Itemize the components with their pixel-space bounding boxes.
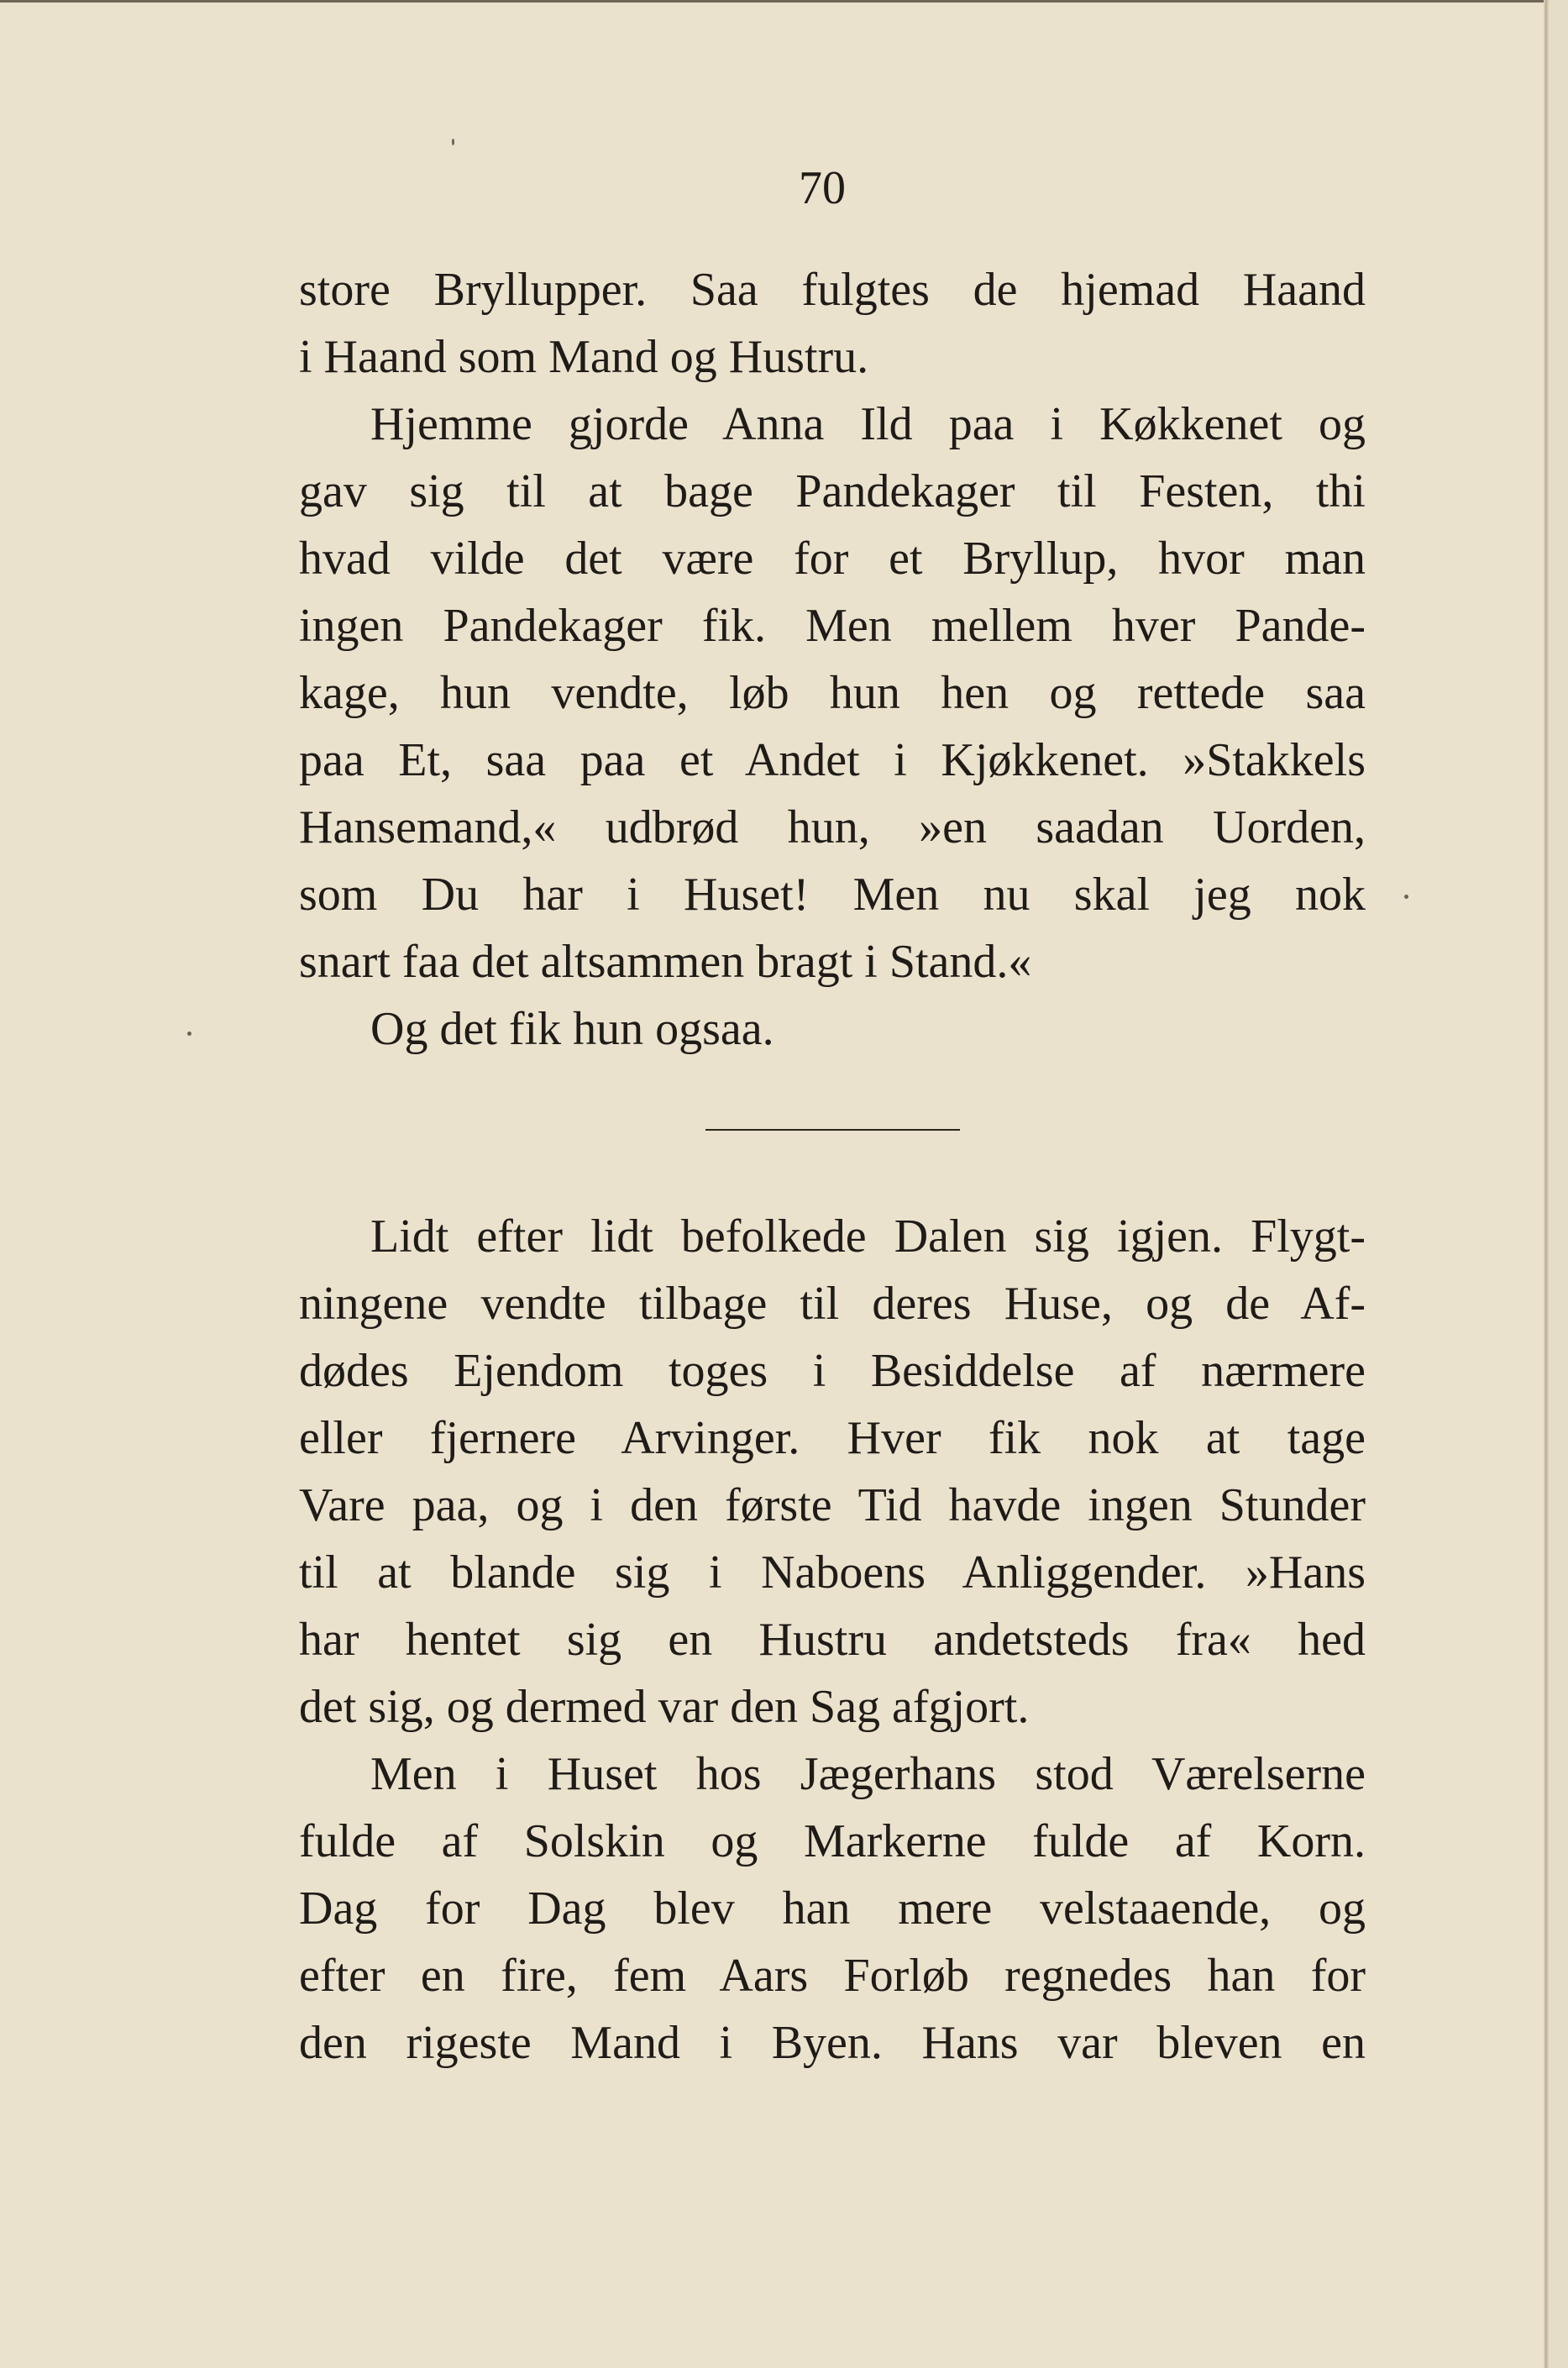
paper-speck: [1404, 895, 1408, 899]
text-line: Hjemme gjorde Anna Ild paa i Køkkenet og: [370, 398, 1366, 450]
text-line: gav sig til at bage Pandekager til Festen, thi: [299, 465, 1366, 517]
text-line: Dag for Dag blev han mere velstaaende, og: [299, 1882, 1366, 1935]
page-number: 70: [799, 162, 846, 214]
text-line: i Haand som Mand og Hustru.: [299, 331, 869, 383]
page-top-edge: [0, 0, 1568, 3]
paper-speck: [187, 1032, 191, 1036]
text-line: Lidt efter lidt befolkede Dalen sig igjen. Flygt-: [370, 1210, 1366, 1263]
text-line: som Du har i Huset! Men nu skal jeg nok: [299, 869, 1366, 921]
text-line: paa Et, saa paa et Andet i Kjøkkenet. »Stakkels: [299, 734, 1366, 786]
text-line: Vare paa, og i den første Tid havde ingen Stunder: [299, 1479, 1366, 1531]
text-line: Og det fik hun ogsaa.: [370, 1003, 774, 1055]
text-line: dødes Ejendom toges i Besiddelse af nærmere: [299, 1345, 1366, 1397]
text-line: ingen Pandekager fik. Men mellem hver Pande-: [299, 600, 1366, 652]
text-line: store Bryllupper. Saa fulgtes de hjemad Haand: [299, 264, 1366, 316]
text-line: til at blande sig i Naboens Anliggender. »Hans: [299, 1546, 1366, 1599]
text-line: det sig, og dermed var den Sag afgjort.: [299, 1681, 1030, 1733]
text-line: efter en fire, fem Aars Forløb regnedes han for: [299, 1950, 1366, 2002]
text-line: hvad vilde det være for et Bryllup, hvor man: [299, 533, 1366, 585]
text-line: Hansemand,« udbrød hun, »en saadan Uorden,: [299, 801, 1366, 853]
text-line: kage, hun vendte, løb hun hen og rettede saa: [299, 667, 1366, 719]
text-line: den rigeste Mand i Byen. Hans var bleven en: [299, 2017, 1366, 2069]
text-line: ningene vendte tilbage til deres Huse, og de Af-: [299, 1278, 1366, 1330]
page-right-margin: [1549, 0, 1568, 2368]
section-divider: [705, 1129, 960, 1131]
paper-speck: [452, 139, 454, 145]
text-line: har hentet sig en Hustru andetsteds fra« hed: [299, 1614, 1366, 1666]
text-line: eller fjernere Arvinger. Hver fik nok at tage: [299, 1412, 1366, 1464]
text-line: snart faa det altsammen bragt i Stand.«: [299, 936, 1032, 988]
text-line: fulde af Solskin og Markerne fulde af Korn.: [299, 1815, 1366, 1867]
text-line: Men i Huset hos Jægerhans stod Værelserne: [370, 1748, 1366, 1800]
